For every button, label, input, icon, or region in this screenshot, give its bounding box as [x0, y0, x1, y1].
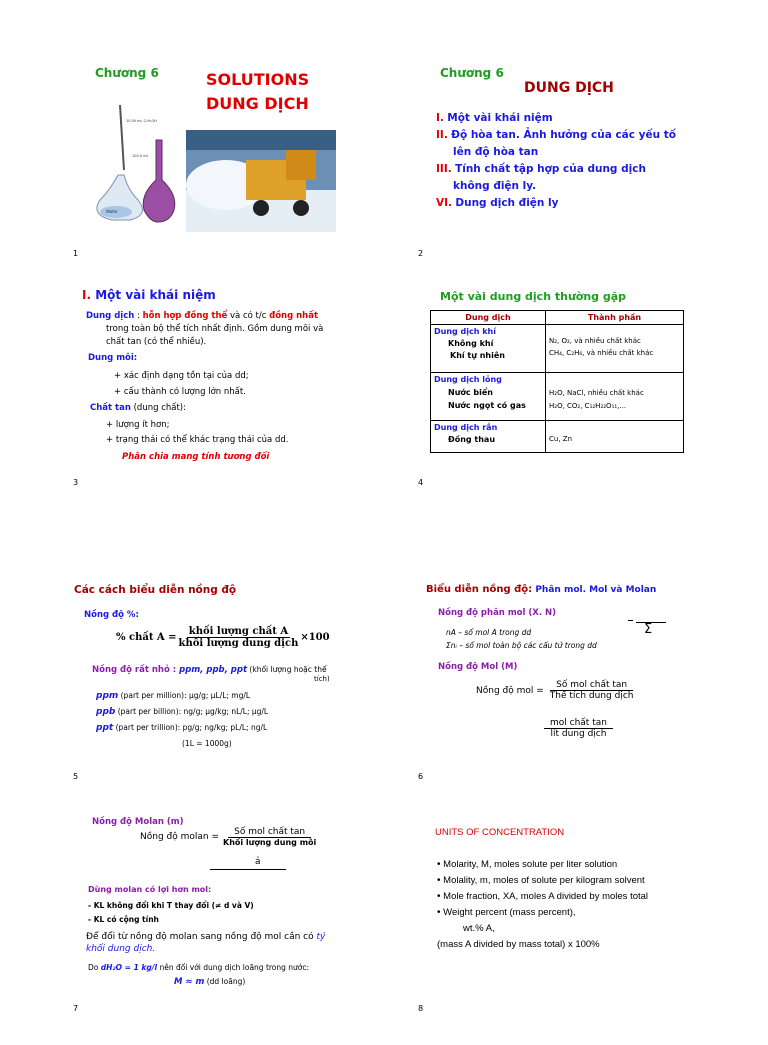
fraction-line: [210, 869, 286, 870]
molarity-formula: Nồng độ mol = $\frac{\text{Số mol chất tan}}{\text{Thể tích dung dịch}}$: [476, 680, 634, 701]
svg-text:Water: Water: [106, 209, 118, 214]
percent-label: Nồng độ %:: [84, 610, 139, 620]
slide-title: DUNG DỊCH: [524, 80, 614, 96]
units-list: [437, 857, 757, 953]
slide-7: [0, 805, 370, 1045]
list-item: • Molality, m, moles of solute per kilogram solvent: [437, 875, 645, 886]
list-item-indent: wt.% A,: [463, 923, 495, 934]
svg-text:10.00 mL C₂H₅OH: 10.00 mL C₂H₅OH: [126, 119, 157, 123]
page-number: 5: [73, 772, 79, 781]
page-number: 2: [418, 249, 424, 258]
chapter-label: Chương 6: [440, 66, 504, 80]
toc-list: [436, 110, 676, 212]
volumetric-flask-image: [90, 100, 190, 225]
advantage-list: - KL không đổi khi T thay đổi (≠ d và V) - KL có cộng tính: [88, 901, 254, 924]
slide-title: Biểu diễn nồng độ: Phân mol. Mol và Molan: [426, 584, 657, 595]
slide-title: I. Một vài khái niệm: [82, 288, 216, 302]
list-item: • Mole fraction, XA, moles A divided by moles total: [437, 891, 649, 902]
col-header: Dung dịch: [431, 311, 546, 325]
page-number: 1: [73, 249, 79, 258]
dilute-note: Do dH₂O = 1 kg/l nên đối với dung dịch loãng trong nước:: [88, 963, 310, 972]
small-conc-label: Nồng độ rất nhỏ : ppm, ppb, ppt (khối lượng hoặc thể: [92, 665, 327, 675]
toc-item: VI. Dung dịch điện ly: [436, 197, 559, 209]
list-item-tail: (mass A divided by mass total) x 100%: [437, 939, 600, 950]
snow-truck-photo: [186, 130, 336, 232]
page-number: 8: [418, 1004, 424, 1013]
mole-fraction-defs: nA – số mol A trong dd Σnᵢ – số mol toàn bộ các cấu tử trong dd: [446, 628, 597, 650]
toc-item: I. Một vài khái niệm: [436, 112, 553, 124]
page-number: 7: [73, 1004, 79, 1013]
page-number: 3: [73, 478, 79, 487]
solutions-table: [430, 310, 684, 453]
mole-fraction-label: Nồng độ phân mol (X. N): [438, 608, 557, 618]
slide-6: Biểu diễn nồng độ: Phân mol. Mol và Molan Nồng độ phân mol (X. N) nA – số mol A trong dd Σnᵢ – số mol toàn bộ các cấu tử trong dd Σ Nồng độ Mol (M) Nồng độ mol = $\frac{\text{Số mol chất tan}}{\text{Thể tích dung dịch}}$ mol chất tan lít dung dịch 6: [384, 570, 754, 810]
slide-8: [384, 805, 754, 1045]
col-header: Thành phần: [546, 311, 684, 325]
advantage-title: Dùng molan có lợi hơn mol:: [88, 885, 212, 894]
dung-moi-list: + xác định dạng tồn tại của dd; + cấu thành có lượng lớn nhất.: [114, 371, 249, 397]
page-number: 6: [418, 772, 424, 781]
slide-3: [0, 280, 370, 520]
slide-1: [0, 50, 370, 290]
page-number: 4: [418, 478, 424, 487]
ppm-list: ppm (part per million): µg/g; µL/L; mg/L ppb (part per billion): ng/g; µg/kg; nL/L; µg/L ppt (part per trillion): pg/g; ng/kg; pL/L; ng/L (1L = 1000g): [96, 691, 269, 748]
table-cell: N₂, O₂, và nhiều chất khác CH₄, C₂H₆, và nhiều chất khác: [546, 325, 684, 373]
table-cell: Dung dịch rắn Đồng thau: [431, 421, 546, 453]
table-cell: H₂O, NaCl, nhiều chất khác H₂O, CO₂, C₁₂H₂₂O₁₁,...: [546, 373, 684, 421]
slide-5: [0, 570, 370, 810]
slide-title: UNITS OF CONCENTRATION: [435, 827, 565, 838]
slide-title-en: SOLUTIONS: [206, 70, 310, 89]
chat-tan-term: Chất tan (dung chất):: [90, 403, 186, 413]
slide-title-vi: DUNG DỊCH: [206, 94, 309, 113]
dung-dich-definition: Dung dịch : hỗn hợp đồng thể và có t/c đồng nhất trong toàn bộ thể tích nhất định. Gồm dung môi và chất tan (có thể nhiều).: [86, 311, 324, 347]
molarity-label: Nồng độ Mol (M): [438, 662, 518, 672]
slide-title: Các cách biểu diễn nồng độ: [74, 584, 237, 596]
percent-formula: % chất A = $\frac{\text{khối lượng chất A}}{\text{khối lượng dung dịch}}$ ×100: [116, 626, 330, 649]
table-cell: Cu, Zn: [546, 421, 684, 453]
toc-item: II. Độ hòa tan. Ảnh hưởng của các yếu tố lên độ hòa tan: [436, 129, 676, 158]
conversion-note: Để đổi từ nồng độ molan sang nồng độ mol cần có tỷ khối dung dịch.: [86, 932, 326, 954]
list-item: • Weight percent (mass percent),: [437, 907, 576, 918]
slide-4: [384, 280, 754, 520]
denominator-fragment: ả: [255, 857, 261, 867]
dung-moi-term: Dung môi:: [88, 353, 138, 363]
slide-title: Một vài dung dịch thường gặp: [440, 290, 627, 303]
table-cell: Dung dịch khí Không khí Khí tự nhiên: [431, 325, 546, 373]
table-cell: Dung dịch lỏng Nước biển Nước ngọt có gas: [431, 373, 546, 421]
approx-formula: M ≈ m (dd loãng): [174, 977, 246, 987]
molality-formula: Nồng độ molan = $\frac{\text{Số mol chất tan}}{\text{Khối lượng dung môi}}$: [140, 827, 317, 847]
small-conc-tail: tích): [314, 675, 330, 683]
svg-text:100.0 mL: 100.0 mL: [132, 154, 149, 158]
slide-2: [384, 50, 754, 290]
chapter-label: Chương 6: [95, 66, 159, 80]
relative-note: Phân chia mang tính tương đối: [122, 452, 270, 462]
list-item: • Molarity, M, moles solute per liter solution: [437, 859, 618, 870]
chat-tan-list: + lượng ít hơn; + trạng thái có thể khác trạng thái của dd.: [106, 420, 289, 445]
toc-item: III. Tính chất tập hợp của dung dịch không điện ly.: [436, 163, 646, 192]
molarity-unit: mol chất tan lít dung dịch: [544, 718, 613, 739]
slide-title: Nồng độ Molan (m): [92, 817, 184, 827]
